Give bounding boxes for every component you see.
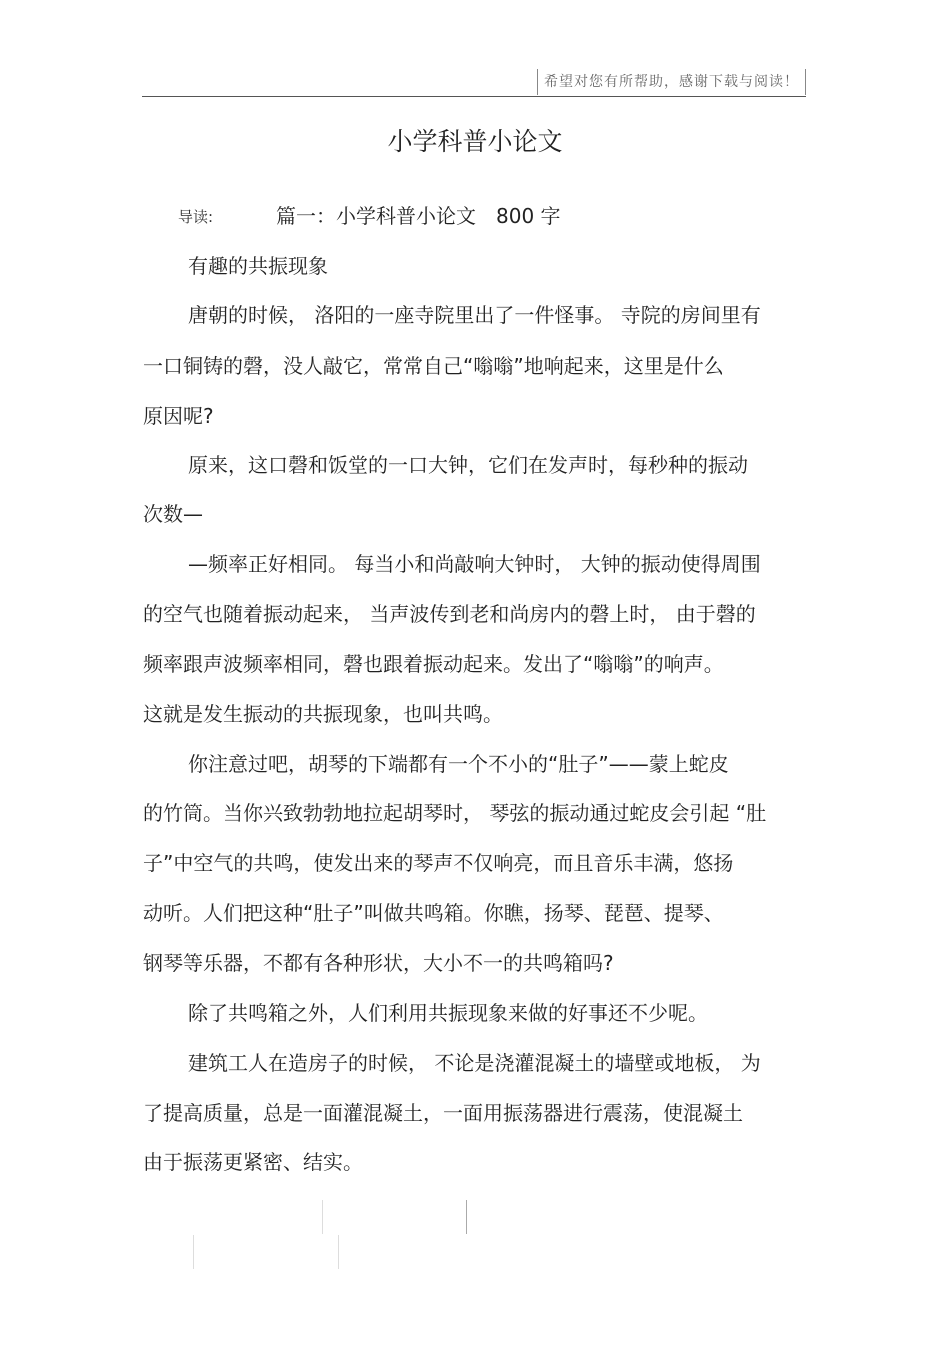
scan-artifact-line xyxy=(322,1200,323,1234)
paragraph-line: 唐朝的时候， 洛阳的一座寺院里出了一件怪事。 寺院的房间里有 xyxy=(188,303,761,327)
paragraph-line: 你注意过吧，胡琴的下端都有一个不小的“肚子”——蒙上蛇皮 xyxy=(188,752,729,776)
paragraph-line: 钢琴等乐器，不都有各种形状，大小不一的共鸣箱吗? xyxy=(143,951,614,975)
scan-artifact-line xyxy=(193,1235,194,1269)
page-title: 小学科普小论文 xyxy=(387,127,563,156)
paragraph-line: 的竹筒。当你兴致勃勃地拉起胡琴时， 琴弦的振动通过蛇皮会引起 “肚 xyxy=(143,801,767,825)
paragraph-line: 的空气也随着振动起来， 当声波传到老和尚房内的磬上时， 由于磬的 xyxy=(143,602,756,626)
paragraph-line: 频率跟声波频率相同，磬也跟着振动起来。发出了“嗡嗡”的响声。 xyxy=(143,652,724,676)
header-tagline: 希望对您有所帮助，感谢下载与阅读！ xyxy=(537,69,806,95)
paragraph-line: —频率正好相同。 每当小和尚敲响大钟时， 大钟的振动使得周围 xyxy=(188,552,761,576)
guide-label: 导读: xyxy=(178,208,214,226)
paragraph-line: 一口铜铸的磬，没人敲它，常常自己“嗡嗡”地响起来，这里是什么 xyxy=(143,354,724,378)
paragraph-line: 建筑工人在造房子的时候， 不论是浇灌混凝土的墙壁或地板， 为 xyxy=(188,1051,761,1075)
paragraph-line: 动听。人们把这种“肚子”叫做共鸣箱。你瞧，扬琴、琵琶、提琴、 xyxy=(143,901,724,925)
paragraph-line: 原来，这口磬和饭堂的一口大钟，它们在发声时，每秒种的振动 xyxy=(188,453,748,477)
paragraph-line: 了提高质量，总是一面灌混凝土，一面用振荡器进行震荡，使混凝土 xyxy=(143,1101,743,1125)
section-heading: 有趣的共振现象 xyxy=(188,254,328,278)
paragraph-line: 次数— xyxy=(143,502,203,526)
paragraph-line: 子”中空气的共鸣，使发出来的琴声不仅响亮，而且音乐丰满，悠扬 xyxy=(143,851,734,875)
guide-text: 篇一：小学科普小论文 800 字 xyxy=(276,204,561,228)
header-divider xyxy=(142,96,806,97)
paragraph-line: 除了共鸣箱之外，人们利用共振现象来做的好事还不少呢。 xyxy=(188,1001,708,1025)
paragraph-line: 原因呢? xyxy=(143,404,214,428)
paragraph-line: 这就是发生振动的共振现象，也叫共鸣。 xyxy=(143,702,503,726)
paragraph-line: 由于振荡更紧密、结实。 xyxy=(143,1150,363,1174)
scan-artifact-line xyxy=(466,1200,467,1234)
scan-artifact-line xyxy=(338,1235,339,1269)
